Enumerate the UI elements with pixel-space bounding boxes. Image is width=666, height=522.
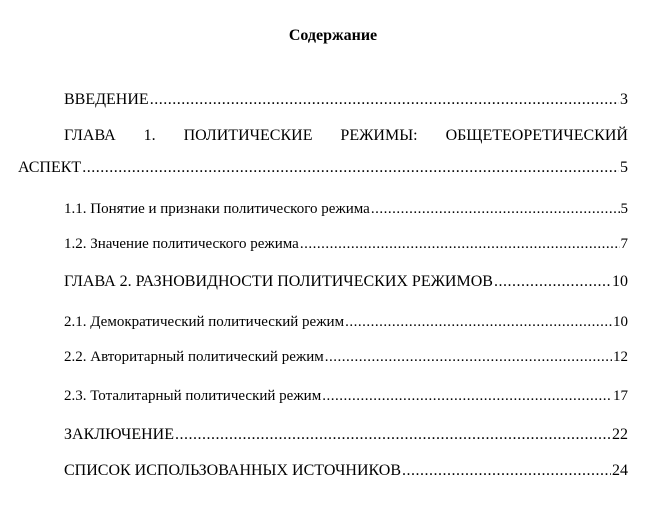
toc-leader-dots <box>325 347 612 367</box>
toc-page-number: 5 <box>620 201 628 217</box>
toc-entry-references <box>64 461 628 481</box>
toc-entry-text: 2.1. Демократический политический режим <box>64 314 345 330</box>
toc-leader-dots <box>402 461 611 481</box>
toc-entry-text: АСПЕКТ <box>18 159 82 176</box>
toc-word: ПОЛИТИЧЕСКИЕ <box>183 127 313 144</box>
toc-entry-text: 2.2. Авторитарный политический режим <box>64 349 324 365</box>
toc-page-number: 10 <box>613 314 628 330</box>
toc-leader-dots <box>150 90 619 110</box>
toc-entry-text: ВВЕДЕНИЕ <box>64 91 149 108</box>
toc-page-number: 17 <box>613 388 628 404</box>
toc-page-number: 3 <box>620 91 628 108</box>
toc-page-number: 10 <box>612 273 628 290</box>
toc-leader-dots <box>322 386 612 406</box>
toc-leader-dots <box>371 199 620 219</box>
toc-entry-text: СПИСОК ИСПОЛЬЗОВАННЫХ ИСТОЧНИКОВ <box>64 462 402 479</box>
toc-entry-text: ЗАКЛЮЧЕНИЕ <box>64 426 174 443</box>
toc-entry-chapter2 <box>64 272 628 292</box>
toc-leader-dots <box>82 158 619 178</box>
toc-leader-dots <box>300 234 620 254</box>
toc-page-number: 22 <box>612 426 628 443</box>
toc-leader-dots <box>345 312 612 332</box>
toc-page-number: 7 <box>620 236 628 252</box>
toc-word: РЕЖИМЫ: <box>340 127 418 144</box>
toc-page-number: 24 <box>612 462 628 479</box>
toc-word: ОБЩЕТЕОРЕТИЧЕСКИЙ <box>445 127 628 144</box>
toc-entry-section-2-1 <box>64 312 628 332</box>
toc-entry-chapter1-line1 <box>64 126 628 146</box>
toc-entry-section-1-1 <box>64 199 628 219</box>
toc-entry-text: ГЛАВА 2. РАЗНОВИДНОСТИ ПОЛИТИЧЕСКИХ РЕЖИМОВ <box>64 273 493 290</box>
toc-word: ГЛАВА <box>64 127 116 144</box>
toc-entry-section-2-3 <box>64 386 628 406</box>
toc-entry-section-2-2 <box>64 347 628 367</box>
toc-entry-chapter1-line2 <box>18 158 628 178</box>
toc-word: 1. <box>143 127 156 144</box>
toc-entry-text: 1.1. Понятие и признаки политического режима <box>64 201 370 217</box>
toc-entry-conclusion <box>64 425 628 445</box>
toc-entry-introduction <box>64 90 628 110</box>
toc-entry-text: 2.3. Тоталитарный политический режим <box>64 388 322 404</box>
toc-page-number: 12 <box>613 349 628 365</box>
toc-leader-dots <box>175 425 611 445</box>
page-title: Содержание <box>288 27 378 44</box>
toc-entry-section-1-2 <box>64 234 628 254</box>
toc-entry-text: 1.2. Значение политического режима <box>64 236 299 252</box>
toc-leader-dots <box>494 272 611 292</box>
toc-page-number: 5 <box>620 159 628 176</box>
